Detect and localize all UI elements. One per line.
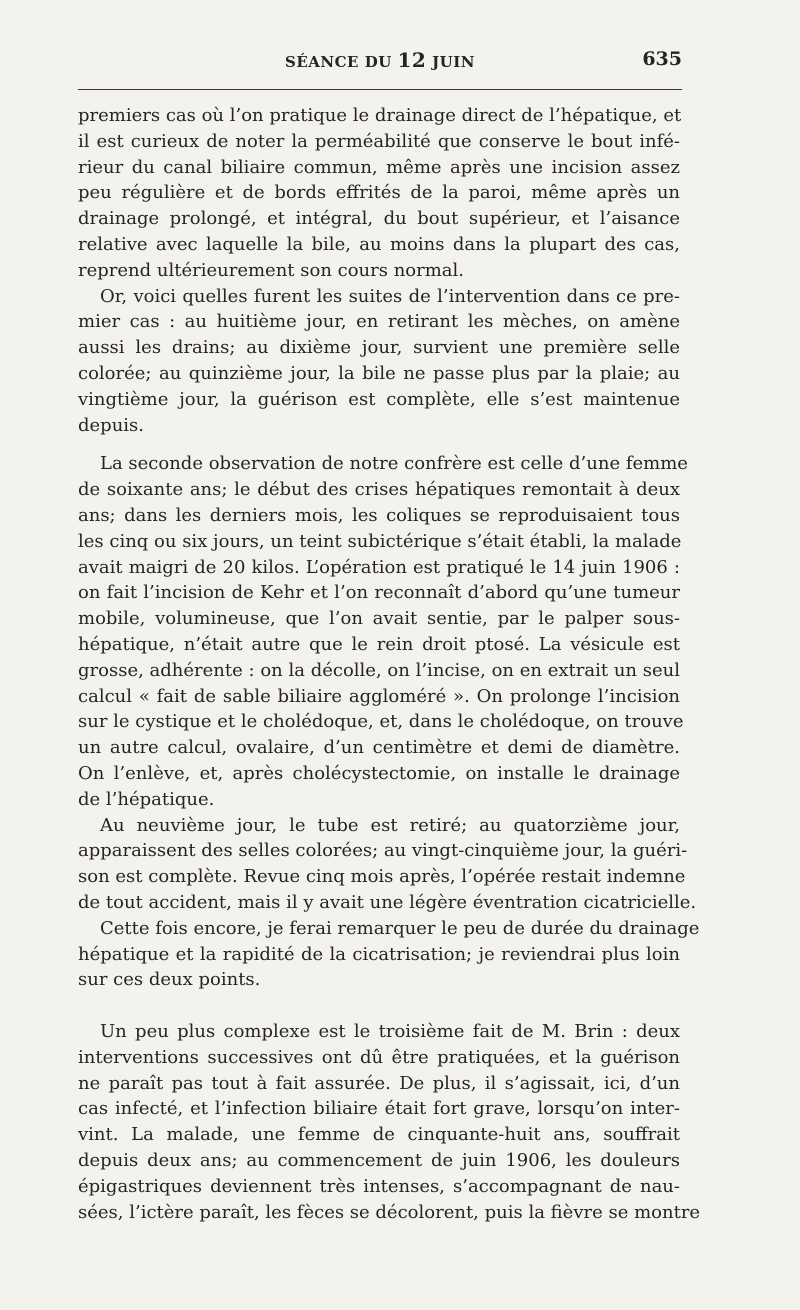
text-line: On l’enlève, et, après cholécystectomie, on installe le drainage [78,762,680,784]
text-line: vingtième jour, la guérison est complète, elle s’est maintenue [78,388,680,410]
text-line: mobile, volumineuse, que l’on avait sentie, par le palper sous- [78,608,680,630]
text-line: Un peu plus complexe est le troisième fait de M. Brin : deux [100,1021,680,1043]
text-line: La seconde observation de notre confrère est celle d’une femme [100,453,688,475]
text-line: avait maigri de 20 kilos. L’opération est pratiqué le 14 juin 1906 : [78,556,680,578]
text-line: son est complète. Revue cinq mois après, l’opérée restait indemne [78,866,686,888]
text-line: sées, l’ictère paraît, les fèces se décolorent, puis la fièvre se montre [78,1201,701,1223]
text-line: interventions successives ont dû être pratiquées, et la guérison [78,1046,680,1068]
text-line: depuis deux ans; au commencement de juin 1906, les douleurs [78,1150,680,1172]
paragraph-gap [78,438,680,451]
text-line: hépatique et la rapidité de la cicatrisation; je reviendrai plus loin [78,943,680,965]
paragraph-2 [78,284,680,439]
text-line: reprend ultérieurement son cours normal. [78,259,465,281]
text-line: aussi les drains; au dixième jour, survient une première selle [78,337,680,359]
page-header [78,48,682,74]
text-line: sur le cystique et le cholédoque, et, dans le cholédoque, on trouve [78,711,684,733]
text-line: Or, voici quelles furent les suites de l’intervention dans ce pre- [100,285,680,307]
text-line: depuis. [78,414,145,436]
page-number: 635 [642,48,682,70]
header-rule [78,89,682,90]
text-line: drainage prolongé, et intégral, du bout supérieur, et l’aisance [78,208,680,230]
text-line: apparaissent des selles colorées; au vingt-cinquième jour, la guéri- [78,840,688,862]
text-line: Au neuvième jour, le tube est retiré; au quatorzième jour, [100,814,680,836]
body-text [78,103,701,1225]
text-line: vint. La malade, une femme de cinquante-huit ans, souffrait [78,1124,680,1146]
text-line: de l’hépatique. [78,788,215,810]
text-line: cas infecté, et l’infection biliaire était fort grave, lorsqu’on inter- [78,1098,680,1120]
text-line: premiers cas où l’on pratique le drainage direct de l’hépatique, et [78,105,682,126]
text-line: ans; dans les derniers mois, les coliques se reproduisaient tous [78,504,680,526]
text-line: épigastriques deviennent très intenses, s’accompagnant de nau- [78,1175,680,1197]
paragraph-5 [78,916,700,993]
paragraph-1 [78,103,680,284]
text-line: de tout accident, mais il y avait une légère éventration cicatricielle. [78,891,697,913]
text-line: sur ces deux points. [78,969,261,991]
text-line: calcul « fait de sable biliaire aggloméré ». On prolonge l’incision [78,685,680,707]
text-line: Cette fois encore, je ferai remarquer le peu de durée du drainage [100,917,700,939]
text-line: il est curieux de noter la perméabilité que conserve le bout infé- [78,130,680,152]
paragraph-6 [78,1019,701,1225]
text-line: de soixante ans; le début des crises hépatiques remontait à deux [78,479,680,501]
paragraph-gap [78,993,680,1019]
text-line: on fait l’incision de Kehr et l’on reconnaît d’abord qu’une tumeur [78,582,680,604]
text-line: un autre calcul, ovalaire, d’un centimètre et demi de diamètre. [78,737,680,759]
text-line: relative avec laquelle la bile, au moins dans la plupart des cas, [78,233,680,255]
paragraph-3 [78,451,688,812]
text-line: peu régulière et de bords effrités de la paroi, même après un [78,182,680,204]
text-line: grosse, adhérente : on la décolle, on l’incise, on en extrait un seul [78,659,680,681]
text-line: mier cas : au huitième jour, en retirant les mèches, on amène [78,311,680,333]
running-title: SÉANCE DU 12 JUIN [284,48,475,72]
paragraph-4 [78,813,697,916]
text-line: rieur du canal biliaire commun, même après une incision assez [78,156,680,178]
text-line: hépatique, n’était autre que le rein droit ptosé. La vésicule est [78,633,680,655]
text-line: les cinq ou six jours, un teint subictérique s’était établi, la malade [78,530,682,552]
text-line: ne paraît pas tout à fait assurée. De plus, il s’agissait, ici, d’un [78,1072,680,1094]
text-line: colorée; au quinzième jour, la bile ne passe plus par la plaie; au [78,362,680,384]
